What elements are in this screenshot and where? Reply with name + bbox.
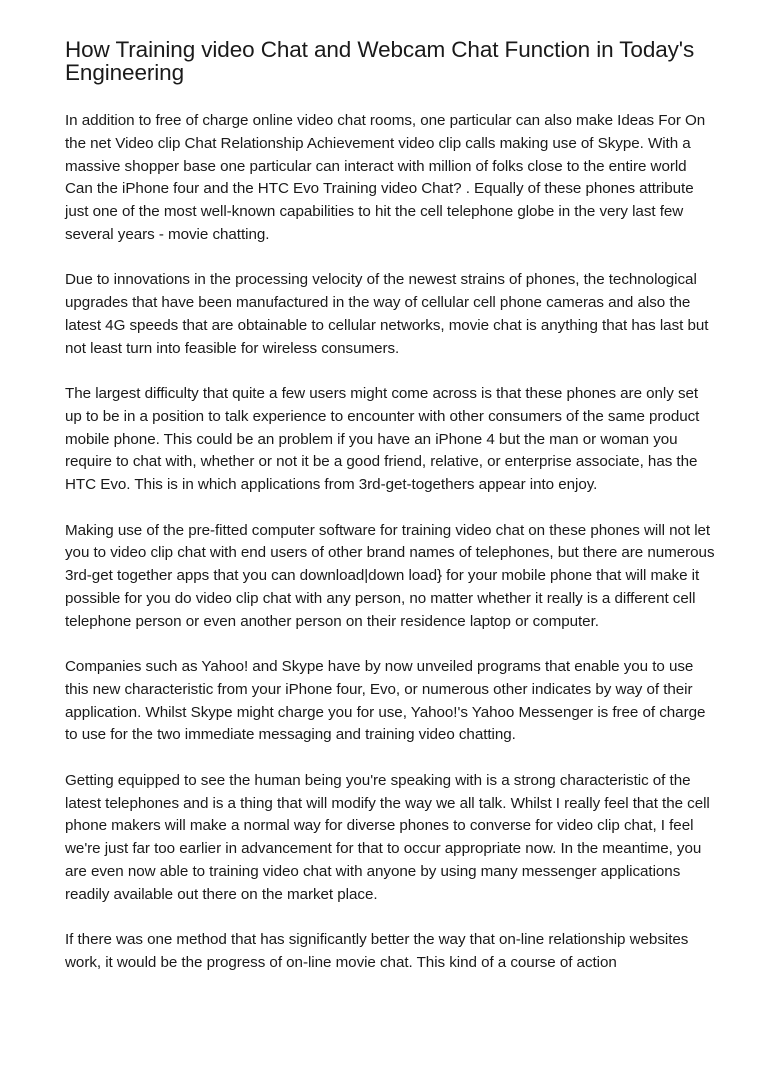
paragraph-4: Making use of the pre-fitted computer software for training video chat on these phones will not let you to video clip chat with end users of other brand names of telephones, but there are numerous 3rd-get together apps that you can download|down load} for your mobile phone that will make it possible for you do video clip chat with any person, no matter whether it really is a different cell telephone person or even another person on their residence laptop or computer. xyxy=(65,521,715,630)
paragraph-6: Getting equipped to see the human being you're speaking with is a strong characteristic of the latest telephones and is a thing that will modify the way we all talk. Whilst I really feel that the cell phone makers will make a normal way for diverse phones to converse for video clip chat, I feel we're just far too earlier in advancement for that to occur appropriate now. In the meantime, you are even now able to training video chat with anyone by using many messenger applications readily available out there on the market place. xyxy=(65,771,710,903)
paragraph-5: Companies such as Yahoo! and Skype have by now unveiled programs that enable you to use this new characteristic from your iPhone four, Evo, or numerous other indicates by way of their application. Whilst Skype might charge you for use, Yahoo!'s Yahoo Messenger is free of charge to use for the two immediate messaging and training video chatting. xyxy=(65,658,706,744)
paragraph-1: In addition to free of charge online video chat rooms, one particular can also make Ideas For On the net Video clip Chat Relationship Achievement video clip calls making use of Skype. With a massive shopper base one particular can interact with million of folks close to the entire world Can the iPhone four and the HTC Evo Training video Chat? . Equally of these phones attribute just one of the most well-known capabilities to hit the cell telephone globe in the very last few several years - movie chatting. xyxy=(65,112,706,243)
paragraph-2: Due to innovations in the processing velocity of the newest strains of phones, the technological upgrades that have been manufactured in the way of cellular cell phone cameras and also the latest 4G speeds that are obtainable to cellular networks, movie chat is anything that has last but not least turn into feasible for wireless consumers. xyxy=(65,271,709,357)
document-page xyxy=(65,38,715,997)
document-title: How Training video Chat and Webcam Chat Function in Today's Engineering xyxy=(65,37,695,85)
paragraph-3: The largest difficulty that quite a few users might come across is that these phones are only set up to be in a position to talk experience to encounter with other consumers of the same product mobile phone. This could be an problem if you have an iPhone 4 but the man or woman you require to chat with, whether or not it be a good friend, relative, or enterprise associate, has the HTC Evo. This is in which applications from 3rd-get-togethers appear into enjoy. xyxy=(65,385,700,493)
paragraph-7: If there was one method that has significantly better the way that on-line relationship websites work, it would be the progress of on-line movie chat. This kind of a course of action xyxy=(65,931,689,971)
